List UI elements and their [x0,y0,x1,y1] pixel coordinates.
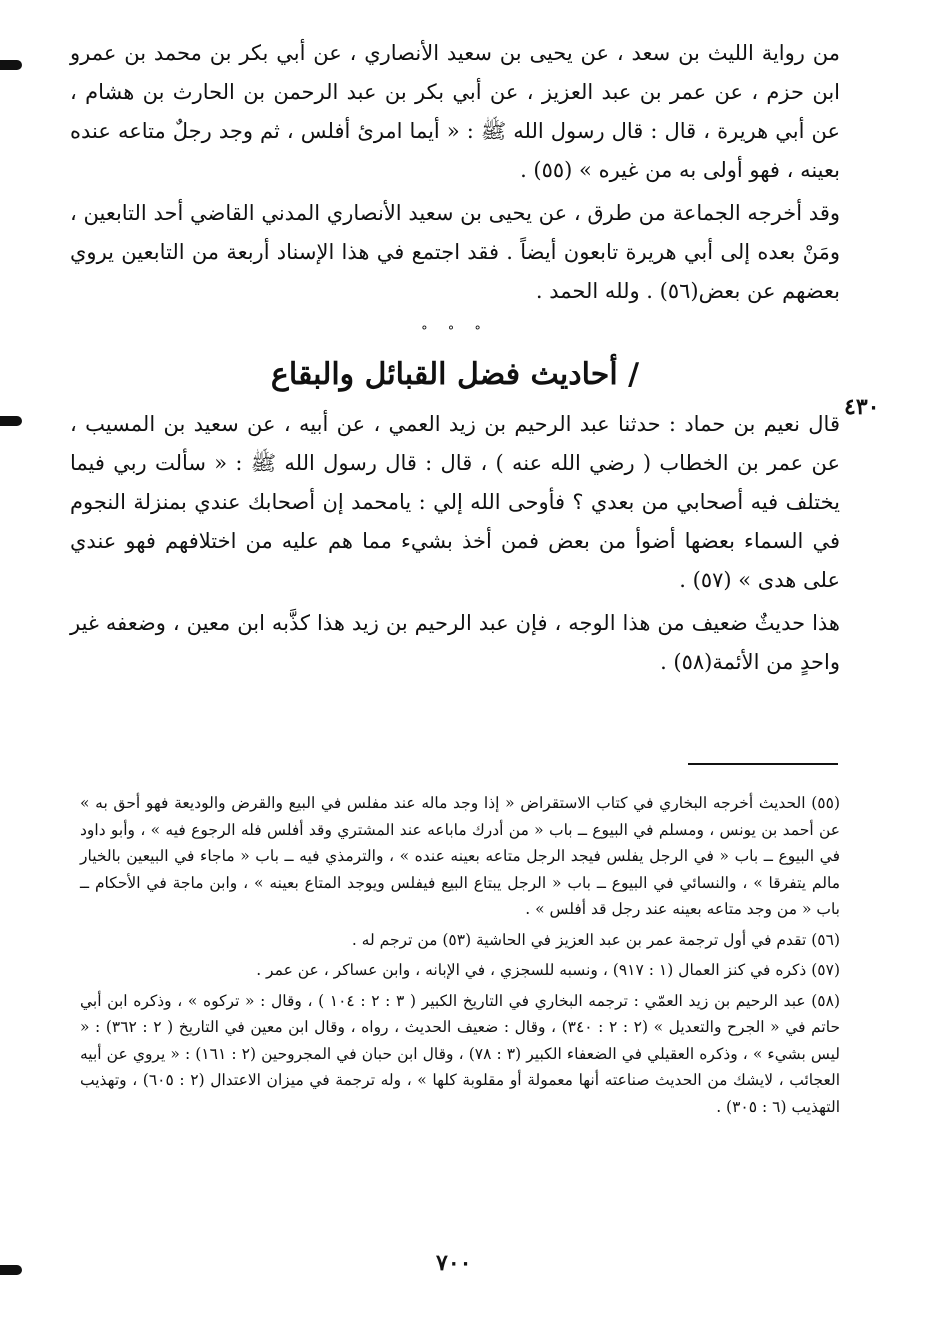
footnote-55: (٥٥) الحديث أخرجه البخاري في كتاب الاستقراض « إذا وجد ماله عند مفلس في البيع والقرض والوديعة فهو أحق به » عن أحمد بن يونس ، ومسلم في البيوع ــ باب « من أدرك ماباعه عند المشتري وقد أفلس فله الرجوع فيه » ، وأبو داود في البيوع ــ باب « في الرجل يفلس فيجد الرجل متاعه بعينه عنده » ، والترمذي فيه ــ باب « ماجاء في البيعين بالخيار مالم يتفرقا » ، والنسائي في البيوع ــ باب « الرجل يبتاع البيع فيفلس ويوجد المتاع بعينه » ، وابن ماجة في الأحكام ــ باب « من وجد متاعه بعينه عند رجل قد أفلس » . [80,794,840,918]
section-heading: / أحاديث فضل القبائل والبقاع [270,357,640,392]
footnote-56: (٥٦) تقدم في أول ترجمة عمر بن عبد العزيز في الحاشية (٥٣) من ترجم له . [351,930,840,949]
section-number: ٤٣٠ [844,394,880,420]
main-text [70,34,840,682]
footnote-58: (٥٨) عبد الرحيم بن زيد العمّي : ترجمه البخاري في التاريخ الكبير ( ٣ : ٢ : ١٠٤ ) ، وقال : « تركوه » ، وذكره ابن أبي حاتم في « الجرح والتعديل » (٢ : ٢ : ٣٤٠) ، وقال : ضعيف الحديث ، رواه ، وقال ابن معين في التاريخ ( ٢ : ٣٦٢) : « ليس بشيء » ، وذكره العقيلي في الضعفاء الكبير (٣ : ٧٨) ، وقال ابن حبان في المجروحين (٢ : ١٦١) : « يروي عن أبيه العجائب ، لايشك من الحديث صناعته أنها معمولة أو مقلوبة كلها » ، وله ترجمة في ميزان الاعتدال (٢ : ٦٠٥) ، وتهذيب التهذيب (٦ : ٣٠٥) . [80,991,841,1116]
footnote-divider [688,763,838,765]
paragraph-1: من رواية الليث بن سعد ، عن يحيى بن سعيد الأنصاري ، عن أبي بكر بن محمد بن عمرو ابن حزم ، عن عمر بن عبد العزيز ، عن أبي بكر بن عبد الرحمن بن الحارث بن هشام ، عن أبي هريرة ، قال : قال رسول الله ﷺ : « أيما امرئ أفلس ، ثم وجد رجلٌ متاعه عنده بعينه ، فهو أولى به من غيره » (٥٥) . [70,41,840,182]
scan-edge-mark [0,1265,22,1275]
footnote-57: (٥٧) ذكره في كنز العمال (١ : ٩١٧) ، ونسبه للسجزي ، في الإبانه ، وابن عساكر ، عن عمر . [256,961,840,979]
paragraph-4: هذا حديثٌ ضعيف من هذا الوجه ، فإن عبد الرحيم بن زيد هذا كذَّبه ابن معين ، وضعفه غير واحدٍ من الأئمة(٥٨) . [70,611,840,674]
paragraph-3: قال نعيم بن حماد : حدثنا عبد الرحيم بن زيد العمي ، عن أبيه ، عن سعيد بن المسيب ، عن عمر بن الخطاب ( رضي الله عنه ) ، قال : قال رسول الله ﷺ : « سألت ربي فيما يختلف فيه أصحابي من بعدي ؟ فأوحى الله إلي : يامحمد إن أصحابك عندي بمنزلة النجوم في السماء بعضها أضوأ من بعض فمن أخذ بشيء مما هم عليه من اختلافهم فهو عندي على هدى » (٥٧) . [70,412,840,592]
paragraph-2: وقد أخرجه الجماعة من طرق ، عن يحيى بن سعيد الأنصاري المدني القاضي أحد التابعين ، ومَنْ بعده إلى أبي هريرة تابعون أيضاً . فقد اجتمع في هذا الإسناد أربعة من التابعين يروي بعضهم عن بعض(٥٦) . ولله الحمد . [70,201,840,303]
scan-edge-mark [0,416,22,426]
section-separator: ° ° ° [421,324,489,339]
scan-edge-mark [0,60,22,70]
page-number: ٧٠٠ [436,1250,472,1276]
footnotes [80,790,840,1124]
